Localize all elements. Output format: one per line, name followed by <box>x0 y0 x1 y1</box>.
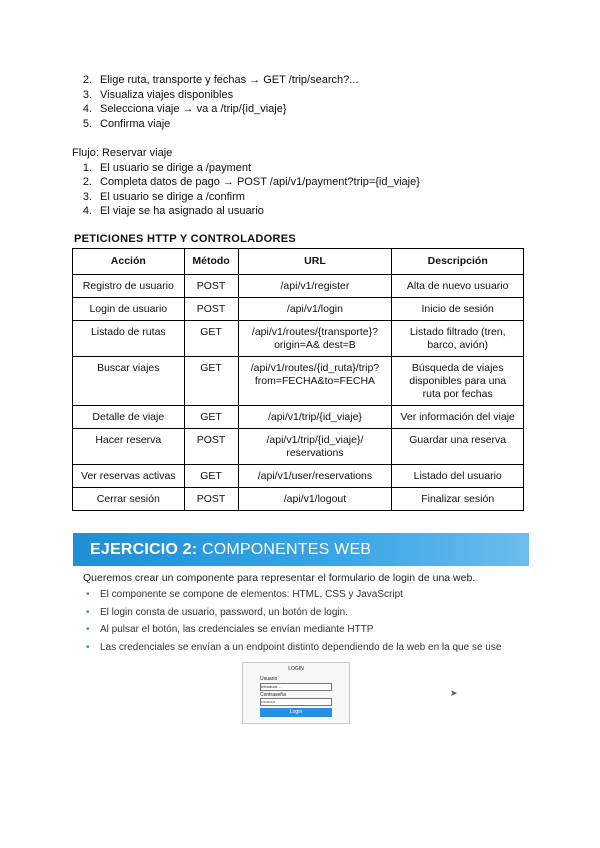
cell-descripcion: Alta de nuevo usuario <box>392 275 524 298</box>
password-label: Contraseña <box>260 692 286 698</box>
table-header-row <box>73 249 524 275</box>
cell-descripcion: Ver información del viaje <box>392 406 524 429</box>
cell-url: /api/v1/trip/{id_viaje}/ reservations <box>238 429 392 465</box>
cell-metodo: POST <box>184 298 238 321</box>
step-item: 3. Visualiza viajes disponibles <box>82 89 234 101</box>
cell-descripcion: Listado filtrado (tren, barco, avión) <box>392 321 524 357</box>
cell-url: /api/v1/logout <box>238 488 392 511</box>
cell-accion: Ver reservas activas <box>73 465 185 488</box>
cell-accion: Listado de rutas <box>73 321 185 357</box>
flow-step: 1. El usuario se dirige a /payment <box>82 162 252 174</box>
header-url: URL <box>238 249 392 275</box>
exercise-intro: Queremos crear un componente para representar el formulario de login de una web. <box>83 572 476 584</box>
table-row <box>73 488 524 511</box>
cell-metodo: POST <box>184 275 238 298</box>
flow-step: 4. El viaje se ha asignado al usuario <box>82 205 264 217</box>
cell-accion: Hacer reserva <box>73 429 185 465</box>
cell-accion: Login de usuario <box>73 298 185 321</box>
cell-descripcion: Finalizar sesión <box>392 488 524 511</box>
list-item: • Al pulsar el botón, las credenciales se envían mediante HTTP <box>86 624 374 635</box>
cell-descripcion: Listado del usuario <box>392 465 524 488</box>
cell-url: /api/v1/routes/{transporte}? origin=A& dest=B <box>238 321 392 357</box>
step-item: 2. Elige ruta, transporte y fechas → GET /trip/search?... <box>82 74 359 86</box>
cell-accion: Detalle de viaje <box>73 406 185 429</box>
step-item: 4. Selecciona viaje → va a /trip/{id_viaje} <box>82 103 287 115</box>
cell-descripcion: Guardar una reserva <box>392 429 524 465</box>
cell-metodo: GET <box>184 406 238 429</box>
cell-descripcion: Búsqueda de viajes disponibles para una ruta por fechas <box>392 357 524 406</box>
table-row <box>73 275 524 298</box>
list-item: • El login consta de usuario, password, un botón de login. <box>86 606 348 618</box>
mouse-cursor-icon: ➤ <box>450 688 458 698</box>
exercise-title: EJERCICIO 2: COMPONENTES WEB <box>90 541 372 558</box>
table-row <box>73 465 524 488</box>
table-row <box>73 406 524 429</box>
login-button[interactable]: Login <box>260 708 332 717</box>
cell-url: /api/v1/register <box>238 275 392 298</box>
cell-url: /api/v1/routes/{id_ruta}/trip? from=FECHA&to=FECHA <box>238 357 392 406</box>
header-metodo: Método <box>184 249 238 275</box>
password-input[interactable]: •••••••••• <box>260 698 332 706</box>
cell-metodo: GET <box>184 321 238 357</box>
cell-metodo: GET <box>184 357 238 406</box>
bullet-icon: • <box>86 624 90 635</box>
bullet-icon: • <box>86 606 90 618</box>
cell-accion: Cerrar sesión <box>73 488 185 511</box>
step-item: 5. Confirma viaje <box>82 118 171 130</box>
cell-metodo: GET <box>184 465 238 488</box>
cell-url: /api/v1/trip/{id_viaje} <box>238 406 392 429</box>
cell-metodo: POST <box>184 429 238 465</box>
cell-descripcion: Inicio de sesión <box>392 298 524 321</box>
bullet-icon: • <box>86 641 90 653</box>
http-requests-table <box>72 248 524 511</box>
cell-accion: Buscar viajes <box>73 357 185 406</box>
list-item: • El componente se compone de elementos: HTML, CSS y JavaScript <box>86 589 403 600</box>
section-heading: PETICIONES HTTP Y CONTROLADORES <box>74 233 296 245</box>
login-title: LOGIN <box>288 666 304 672</box>
table-row <box>73 298 524 321</box>
user-input[interactable]: Introducir... <box>260 683 332 691</box>
flow-title: Flujo: Reservar viaje <box>72 147 173 159</box>
list-item: • Las credenciales se envían a un endpoint distinto dependiendo de la web en la que se use <box>86 641 502 653</box>
table-row <box>73 321 524 357</box>
exercise-bullets <box>84 587 501 657</box>
flow-step: 3. El usuario se dirige a /confirm <box>82 191 245 203</box>
cell-metodo: POST <box>184 488 238 511</box>
cell-url: /api/v1/login <box>238 298 392 321</box>
cell-accion: Registro de usuario <box>73 275 185 298</box>
table-row <box>73 357 524 406</box>
user-label: Usuario <box>260 676 278 682</box>
bullet-icon: • <box>86 589 90 600</box>
cell-url: /api/v1/user/reservations <box>238 465 392 488</box>
header-descripcion: Descripción <box>392 249 524 275</box>
header-accion: Acción <box>73 249 185 275</box>
exercise-banner <box>73 533 529 566</box>
flow-step: 2. Completa datos de pago → POST /api/v1/payment?trip={id_viaje} <box>82 176 420 188</box>
login-form-image <box>242 662 350 724</box>
table-row <box>73 429 524 465</box>
